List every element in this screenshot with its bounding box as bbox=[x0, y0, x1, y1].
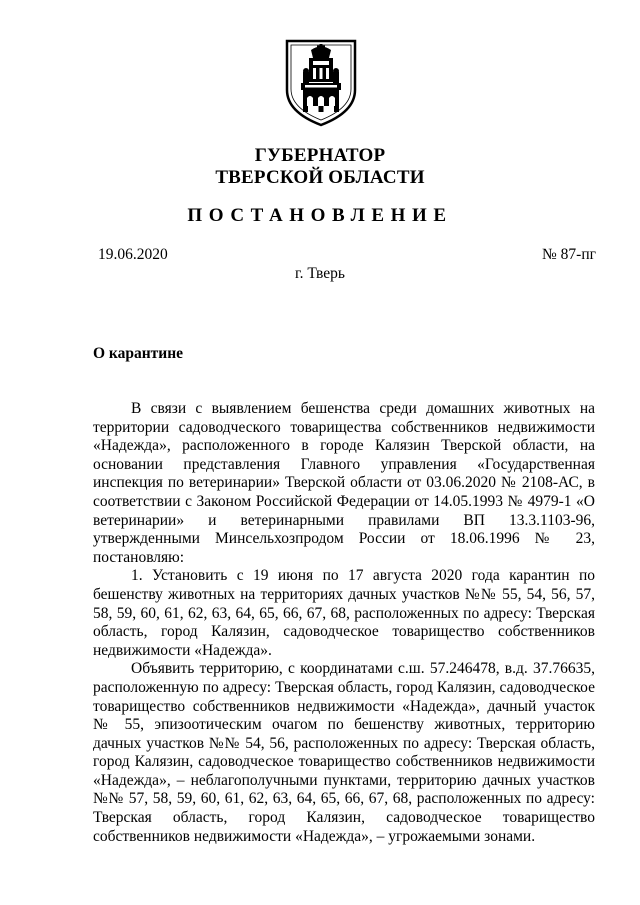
body-paragraph-preamble: В связи с выявлением бешенства среди домашних животных на территории садоводческого товарищества собственников недвижимости «Надежда», расположенного в городе Калязин Тверской области, на основании представления Главного управления «Государственная инспекция по ветеринарии» Тверской области от 03.06.2020 № 2108-АС, в соответствии с Законом Российской Федерации от 14.05.1993 № 4979-1 «О ветеринарии» и ветеринарными правилами ВП 13.3.1103-96, утвержденными Минсельхозпродом России от 18.06.1996 № 23, постановляю: bbox=[93, 400, 595, 566]
coat-of-arms-icon bbox=[283, 38, 359, 128]
body-paragraph-declaration: Объявить территорию, с координатами с.ш. 57.246478, в.д. 37.76635, расположенную по адресу: Тверская область, город Калязин, садоводческое товарищество собственников недвижимости «Надежда», дачный участок № 55, эпизоотическим очагом по бешенству животных, территорию дачных участков №№ 54, 56, расположенных по адресу: Тверская область, город Калязин, садоводческое товарищество собственников недвижимости «Надежда», – неблагополучными пунктами, территорию дачных участков №№ 57, 58, 59, 60, 61, 62, 63, 64, 65, 66, 67, 68, расположенных по адресу: Тверская область, город Калязин, садоводческое товарищество собственников недвижимости «Надежда», – угрожаемыми зонами. bbox=[93, 660, 595, 845]
document-type: ПОСТАНОВЛЕНИЕ bbox=[187, 205, 453, 226]
document-city: г. Тверь bbox=[295, 265, 345, 282]
authority-title-line1: ГУБЕРНАТОР bbox=[254, 145, 386, 166]
body-paragraph-item-1: 1. Установить с 19 июня по 17 августа 2020 года карантин по бешенству животных на территориях дачных участков №№ 55, 54, 56, 57, 58, 59, 60, 61, 62, 63, 64, 65, 66, 67, 68, расположенных по адресу: Тверская область, город Калязин, садоводческое товарищество собственников недвижимости «Надежда». bbox=[93, 567, 595, 659]
authority-title-line2: ТВЕРСКОЙ ОБЛАСТИ bbox=[215, 167, 425, 188]
document-subject: О карантине bbox=[93, 345, 184, 362]
document-number: № 87-пг bbox=[542, 246, 596, 263]
document-date: 19.06.2020 bbox=[98, 246, 168, 263]
document-body bbox=[93, 400, 595, 846]
